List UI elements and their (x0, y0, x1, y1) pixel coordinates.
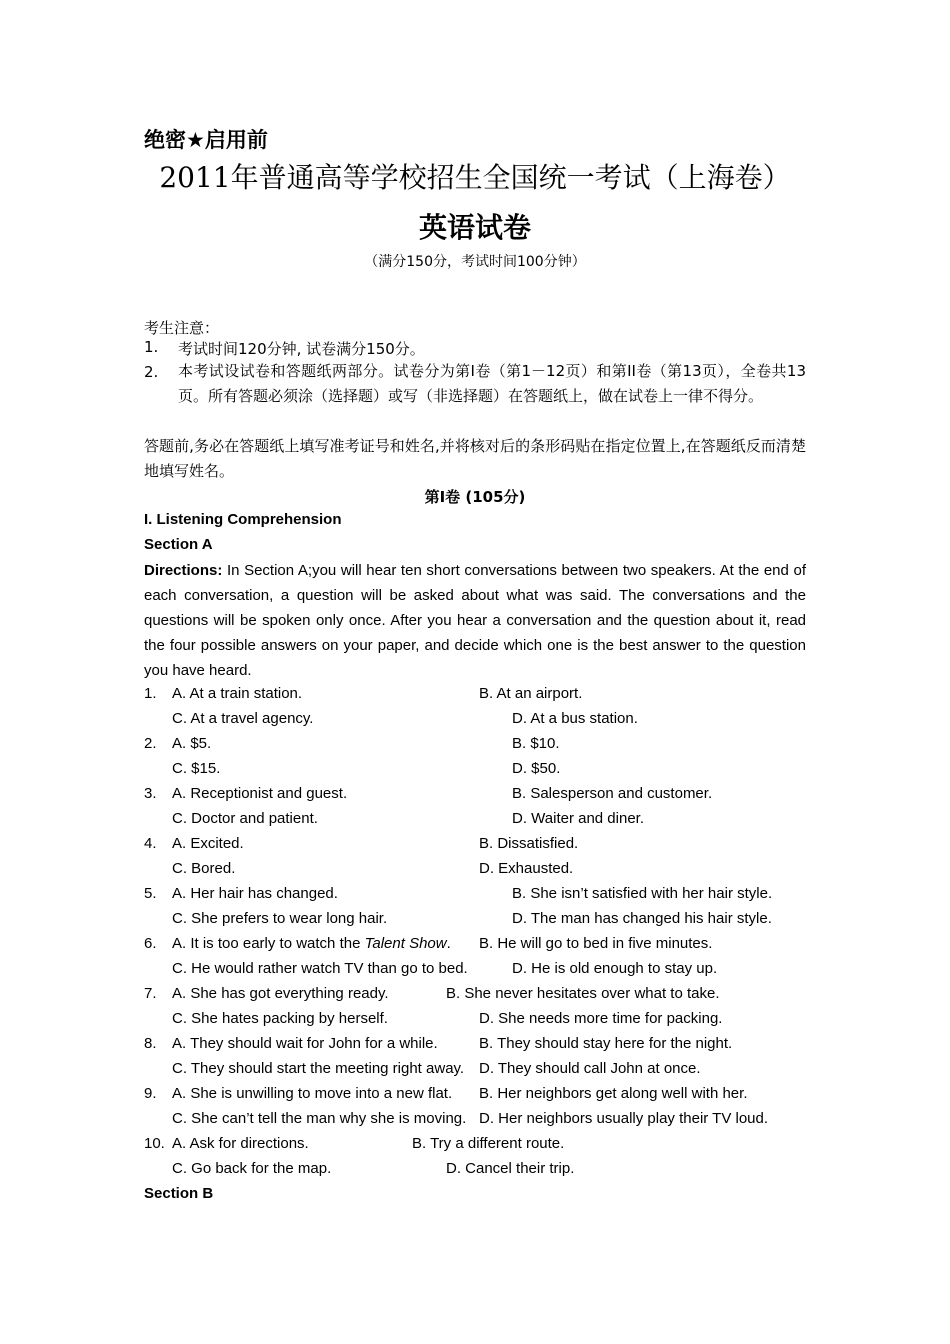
option-b: B. She isn’t satisfied with her hair style. (512, 885, 773, 902)
option-c: C. Doctor and patient. (172, 810, 318, 827)
option-a: A. She is unwilling to move into a new flat. (172, 1085, 453, 1102)
option-b: B. Salesperson and customer. (512, 785, 713, 802)
option-d: D. $50. (512, 760, 561, 777)
score-note: （满分150分，考试时间100分钟） (364, 254, 586, 270)
option-a: A. They should wait for John for a while. (172, 1035, 438, 1052)
option-c: C. He would rather watch TV than go to bed. (172, 960, 468, 977)
option-d: D. Cancel their trip. (446, 1160, 575, 1177)
notes-extra: 答题前,务必在答题纸上填写准考证号和姓名,并将核对后的条形码贴在指定位置上,在答题纸反而清楚地填写姓名。 (144, 437, 806, 480)
confidential-label: 绝密★启用前 (144, 128, 268, 152)
option-c: C. Bored. (172, 860, 236, 877)
note-item-2-number: 2. (144, 363, 159, 381)
option-d: D. Her neighbors usually play their TV loud. (479, 1110, 769, 1127)
question-number: 9. (144, 1085, 157, 1102)
option-a: A. Excited. (172, 835, 244, 852)
question-number: 4. (144, 835, 157, 852)
note-item-2-text: 本考试设试卷和答题纸两部分。试卷分为第I卷（第1－12页）和第II卷（第13页），全卷共13页。所有答题必须涂（选择题）或写（非选择题）在答题纸上，做在试卷上一律不得分。 (178, 362, 806, 405)
directions-paragraph (144, 558, 806, 683)
option-a: A. Her hair has changed. (172, 885, 338, 902)
option-a: A. Ask for directions. (172, 1135, 309, 1152)
question-number: 1. (144, 685, 157, 702)
part-title: 第I卷 (105分) (424, 488, 526, 506)
note-item-1-number: 1. (144, 338, 159, 356)
option-d: D. He is old enough to stay up. (512, 960, 718, 977)
option-b: B. Dissatisfied. (479, 835, 579, 852)
option-d: D. Waiter and diner. (512, 810, 645, 827)
option-b: B. Her neighbors get along well with her. (479, 1085, 748, 1102)
exam-subtitle: 英语试卷 (418, 211, 531, 244)
notes-heading: 考生注意： (144, 319, 220, 337)
question-number: 3. (144, 785, 157, 802)
option-b: B. She never hesitates over what to take. (446, 985, 720, 1002)
question-number: 8. (144, 1035, 157, 1052)
option-c: C. She hates packing by herself. (172, 1010, 388, 1027)
option-a: A. Receptionist and guest. (172, 785, 348, 802)
directions-text: In Section A;you will hear ten short conversations between two speakers. At the end of each conversation, a question will be asked about what was said. The conversations and the questions will be spoken only once. After you hear a conversation and the question about it, read the four possible answers on your paper, and decide which one is the best answer to the question you have heard. (144, 562, 806, 679)
option-b: B. At an airport. (479, 685, 583, 702)
show-title: Talent Show (364, 935, 447, 952)
option-c: C. At a travel agency. (172, 710, 314, 727)
option-c: C. She can’t tell the man why she is moving. (172, 1110, 467, 1127)
option-d: D. The man has changed his hair style. (512, 910, 772, 927)
question-number: 10. (144, 1135, 165, 1152)
option-b: B. $10. (512, 735, 560, 752)
directions-label: Directions: (144, 562, 223, 579)
question-number: 2. (144, 735, 157, 752)
option-c: C. They should start the meeting right away. (172, 1060, 465, 1077)
option-a: A. At a train station. (172, 685, 303, 702)
exam-title: 2011年普通高等学校招生全国统一考试（上海卷） (159, 161, 791, 194)
question-number: 7. (144, 985, 157, 1002)
option-d: D. At a bus station. (512, 710, 638, 727)
option-a-text: A. It is too early to watch the (172, 935, 365, 952)
option-c: C. $15. (172, 760, 221, 777)
section-a-heading: Section A (144, 536, 213, 553)
question-number: 5. (144, 885, 157, 902)
option-d: D. Exhausted. (479, 860, 574, 877)
question-number: 6. (144, 935, 157, 952)
option-d: D. She needs more time for packing. (479, 1010, 723, 1027)
option-b: B. They should stay here for the night. (479, 1035, 733, 1052)
option-a (172, 935, 451, 952)
option-a: A. $5. (172, 735, 212, 752)
option-b: B. He will go to bed in five minutes. (479, 935, 713, 952)
option-b: B. Try a different route. (412, 1135, 565, 1152)
section-b-heading: Section B (144, 1185, 214, 1202)
option-a: A. She has got everything ready. (172, 985, 389, 1002)
option-d: D. They should call John at once. (479, 1060, 701, 1077)
option-c: C. Go back for the map. (172, 1160, 332, 1177)
option-a-end: . (446, 935, 451, 952)
section-heading: I. Listening Comprehension (144, 511, 342, 528)
option-c: C. She prefers to wear long hair. (172, 910, 388, 927)
note-item-1-text: 考试时间120分钟, 试卷满分150分。 (178, 340, 425, 358)
